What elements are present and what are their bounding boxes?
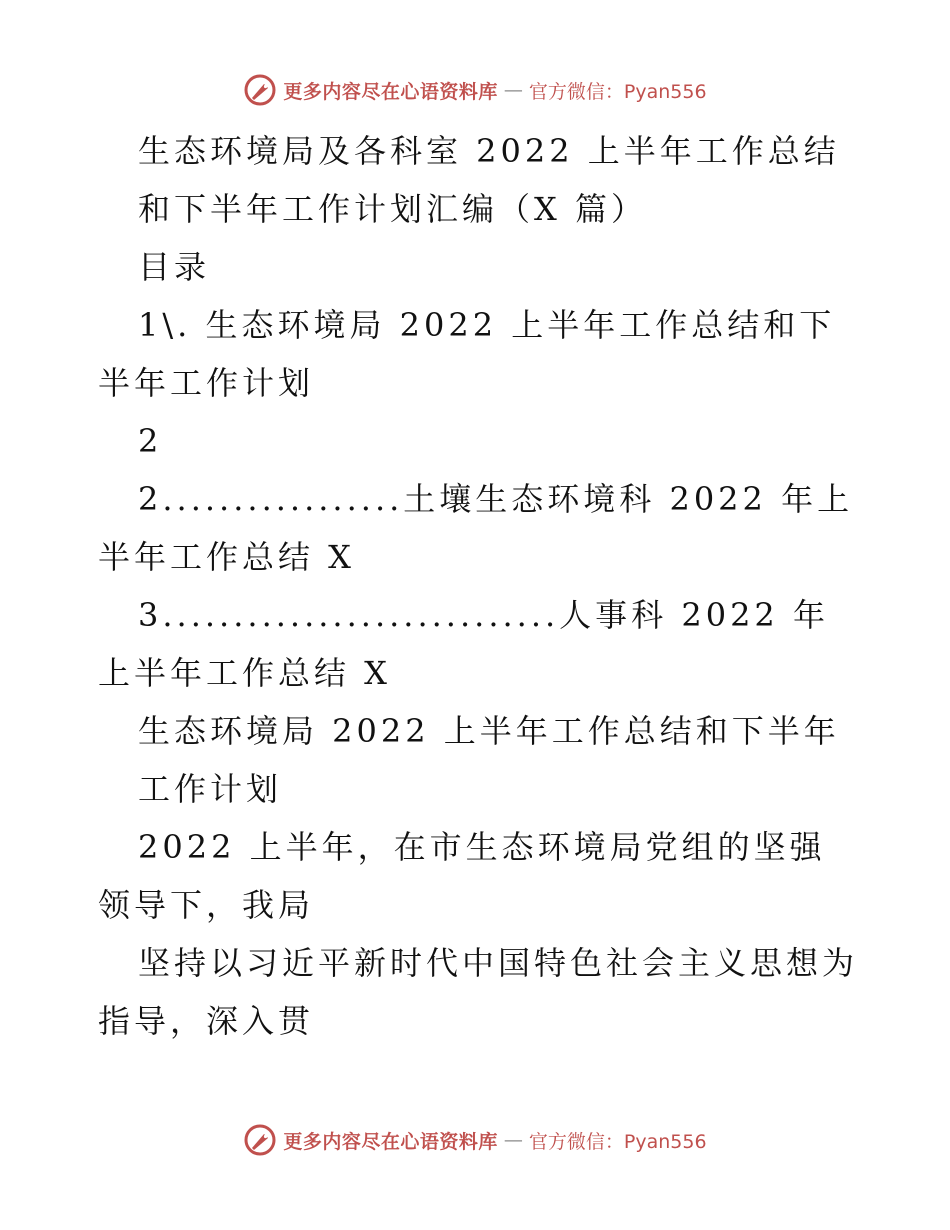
banner-dash: — — [503, 1129, 523, 1151]
footer-watermark-banner — [0, 1120, 950, 1160]
banner-text: 更多内容尽在心语资料库 — [283, 80, 498, 103]
banner-dash: — — [503, 79, 523, 101]
toc-entry-3[interactable]: 3............................人事科 2022 年上半年工作总结 X — [98, 596, 829, 692]
fountain-pen-logo-icon — [243, 73, 277, 107]
section-title-line-2: 工作计划 — [138, 770, 283, 808]
body-paragraph: 坚持以习近平新时代中国特色社会主义思想为指导，深入贯 — [98, 944, 859, 1040]
header-watermark-banner — [0, 70, 950, 110]
body-paragraph: 2022 上半年，在市生态环境局党组的坚强领导下，我局 — [98, 828, 826, 924]
toc-entry-1[interactable]: 1\. 生态环境局 2022 上半年工作总结和下半年工作计划 — [98, 306, 836, 402]
section-title-line-1: 生态环境局 2022 上半年工作总结和下半年 — [138, 712, 840, 750]
toc-entry-2[interactable]: 2.................土壤生态环境科 2022 年上半年工作总结 X — [98, 480, 854, 576]
title-line-1: 生态环境局及各科室 2022 上半年工作总结 — [138, 132, 840, 170]
banner-wechat: 官方微信：Pyan556 — [528, 80, 707, 103]
banner-wechat: 官方微信：Pyan556 — [528, 1130, 707, 1153]
toc-entry-1-page: 2 — [138, 422, 163, 460]
banner-text: 更多内容尽在心语资料库 — [283, 1130, 498, 1153]
fountain-pen-logo-icon — [243, 1123, 277, 1157]
toc-heading: 目录 — [138, 248, 211, 286]
title-line-2: 和下半年工作计划汇编（X 篇） — [138, 190, 647, 228]
document-body — [98, 122, 858, 1050]
